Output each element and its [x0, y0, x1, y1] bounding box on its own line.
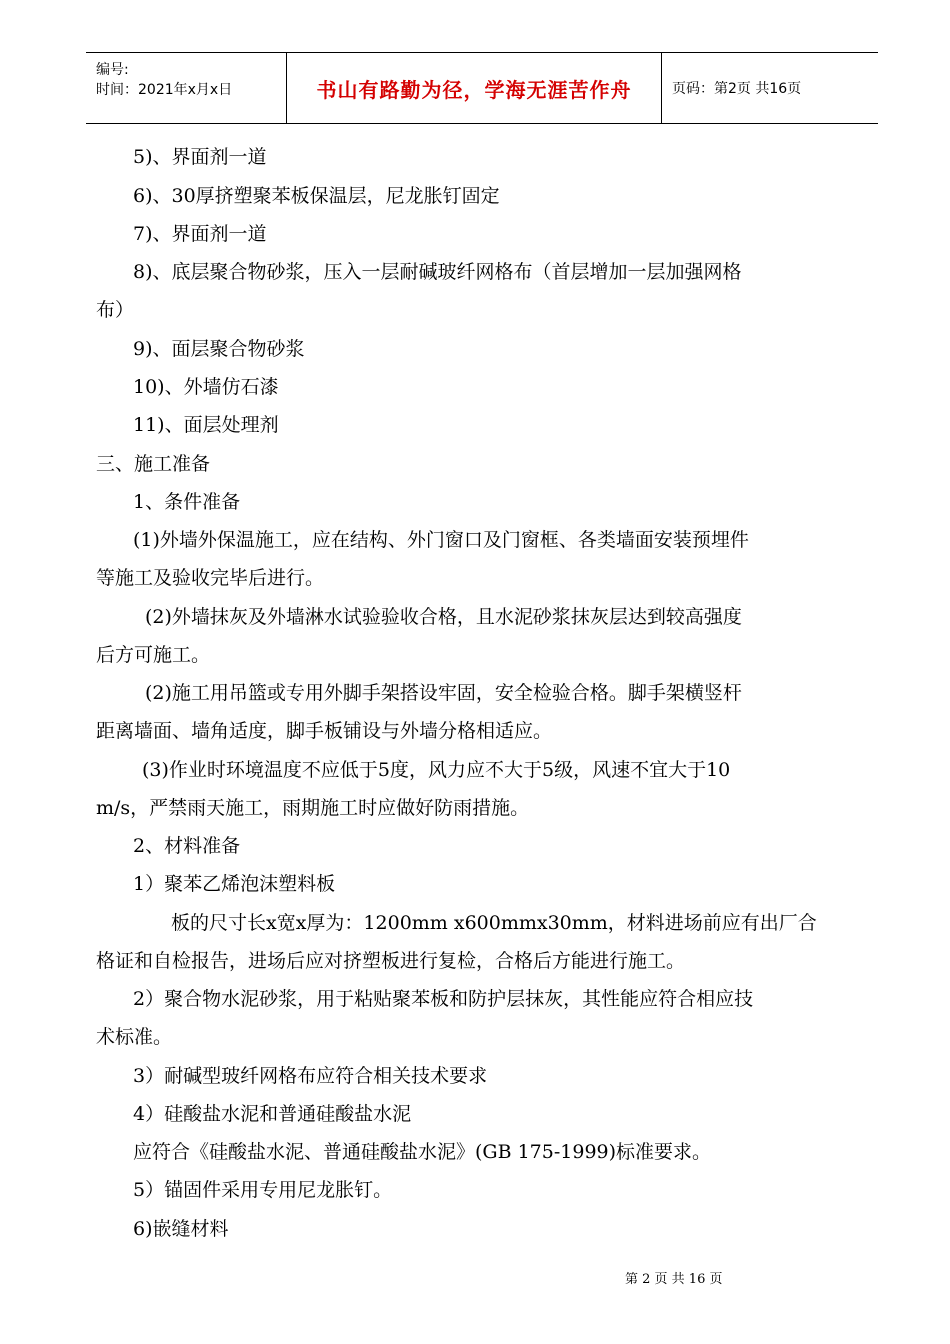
body-line: 10)、外墙仿石漆 — [133, 376, 279, 398]
body-line: 应符合《硅酸盐水泥、普通硅酸盐水泥》(GB 175-1999)标准要求。 — [133, 1141, 712, 1163]
body-line: 7)、界面剂一道 — [133, 223, 267, 245]
body-line: 等施工及验收完毕后进行。 — [96, 567, 325, 589]
body-line: (1)外墙外保温施工，应在结构、外门窗口及门窗框、各类墙面安装预埋件 — [133, 529, 749, 551]
header-motto-cell — [287, 53, 662, 123]
body-line: 9)、面层聚合物砂浆 — [133, 338, 305, 360]
body-line: 格证和自检报告，进场后应对挤塑板进行复检，合格后方能进行施工。 — [96, 950, 686, 972]
body-line: (2)施工用吊篮或专用外脚手架搭设牢固，安全检验合格。脚手架横竖杆 — [145, 682, 742, 704]
document-number-label: 编号: — [96, 62, 129, 78]
header-motto: 书山有路勤为径，学海无涯苦作舟 — [316, 77, 632, 102]
body-line: 4）硅酸盐水泥和普通硅酸盐水泥 — [133, 1103, 412, 1125]
body-line: m/s，严禁雨天施工，雨期施工时应做好防雨措施。 — [96, 797, 530, 819]
body-line: 后方可施工。 — [96, 644, 211, 666]
header-page-info: 页码：第2页 共16页 — [672, 81, 802, 97]
header-meta-cell — [86, 53, 287, 123]
body-line: 8)、底层聚合物砂浆，压入一层耐碱玻纤网格布（首层增加一层加强网格 — [133, 261, 742, 283]
body-line: 距离墙面、墙角适度，脚手板铺设与外墙分格相适应。 — [96, 720, 553, 742]
page-header — [86, 52, 878, 124]
document-time-label: 时间：2021年x月x日 — [96, 82, 233, 98]
body-line: 6)、30厚挤塑聚苯板保温层，尼龙胀钉固定 — [133, 185, 500, 207]
section-heading: 三、施工准备 — [96, 453, 211, 475]
body-line: 5）锚固件采用专用尼龙胀钉。 — [133, 1179, 393, 1201]
body-line: 3）耐碱型玻纤网格布应符合相关技术要求 — [133, 1065, 488, 1087]
body-line: (3)作业时环境温度不应低于5度，风力应不大于5级，风速不宜大于10 — [142, 759, 731, 781]
body-line: 板的尺寸长x宽x厚为：1200mm x600mmx30mm，材料进场前应有出厂合 — [171, 912, 817, 934]
header-page-cell — [662, 53, 878, 123]
body-line: 2）聚合物水泥砂浆，用于粘贴聚苯板和防护层抹灰，其性能应符合相应技 — [133, 988, 754, 1010]
body-line: (2)外墙抹灰及外墙淋水试验验收合格，且水泥砂浆抹灰层达到较高强度 — [145, 606, 742, 628]
body-line: 5)、界面剂一道 — [133, 146, 267, 168]
body-line: 1）聚苯乙烯泡沫塑料板 — [133, 873, 336, 895]
body-line: 6)嵌缝材料 — [133, 1218, 229, 1240]
subsection-heading: 2、材料准备 — [133, 835, 241, 857]
body-line: 术标准。 — [96, 1026, 173, 1048]
body-line: 11)、面层处理剂 — [133, 414, 279, 436]
subsection-heading: 1、条件准备 — [133, 491, 241, 513]
page-footer: 第 2 页 共 16 页 — [625, 1272, 723, 1287]
body-line: 布） — [96, 299, 135, 321]
